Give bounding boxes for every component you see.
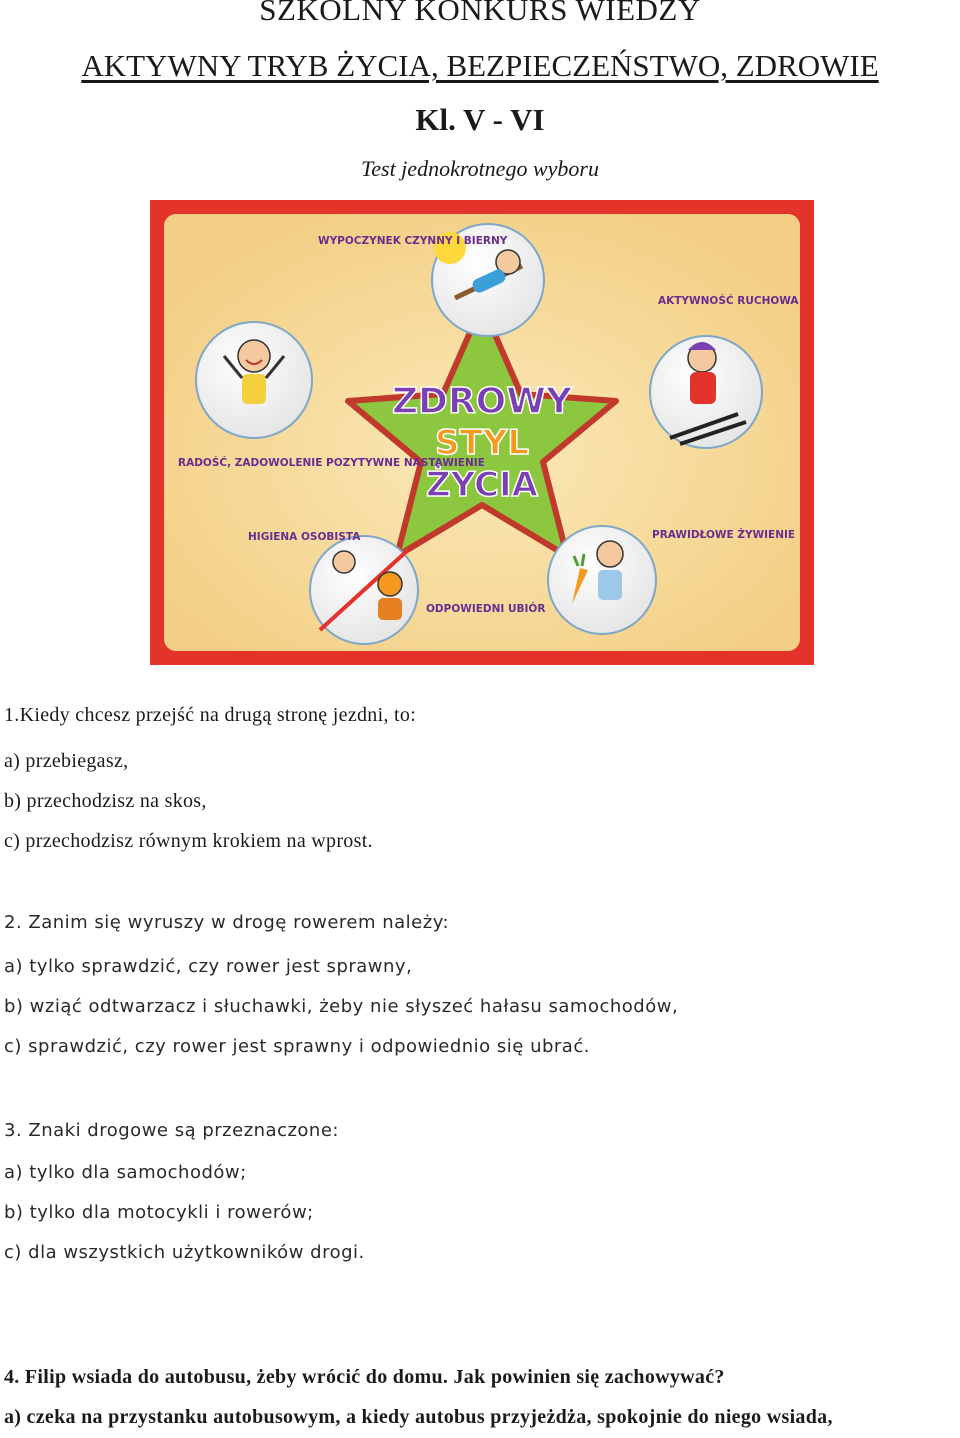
q3-option-b: b) tylko dla motocykli i rowerów; xyxy=(4,1202,314,1223)
label-hygiene: HIGIENA OSOBISTA xyxy=(248,531,361,543)
label-rest: WYPOCZYNEK CZYNNY I BIERNY xyxy=(318,235,508,247)
question-2: 2. Zanim się wyruszy w drogę rowerem należy: xyxy=(4,912,450,933)
label-nutrition: PRAWIDŁOWE ŻYWIENIE xyxy=(652,529,796,541)
q4-option-a: a) czeka na przystanku autobusowym, a kiedy autobus przyjeżdża, spokojnie do niego wsiada, xyxy=(4,1406,833,1428)
hygiene-clothing-circle xyxy=(310,536,418,644)
q1-option-a: a) przebiegasz, xyxy=(4,750,129,772)
label-joy: RADOŚĆ, ZADOWOLENIE POZYTYWNE NASTAWIENIE xyxy=(178,457,485,469)
q3-option-a: a) tylko dla samochodów; xyxy=(4,1162,247,1183)
contest-title: SZKOLNY KONKURS WIEDZY xyxy=(259,0,701,27)
question-4: 4. Filip wsiada do autobusu, żeby wrócić do domu. Jak powinien się zachowywać? xyxy=(4,1366,725,1388)
poster-title-3: ŻYCIA xyxy=(426,465,538,505)
activity-circle xyxy=(650,336,762,448)
q2-option-b: b) wziąć odtwarzacz i słuchawki, żeby nie słyszeć hałasu samochodów, xyxy=(4,996,679,1017)
test-type: Test jednokrotnego wyboru xyxy=(361,156,599,181)
q2-option-c: c) sprawdzić, czy rower jest sprawny i odpowiednio się ubrać. xyxy=(4,1036,590,1057)
poster-title-1: ZDROWY xyxy=(391,381,573,422)
q2-option-a: a) tylko sprawdzić, czy rower jest sprawny, xyxy=(4,956,413,977)
poster-title-2: STYL xyxy=(435,423,529,463)
question-3: 3. Znaki drogowe są przeznaczone: xyxy=(4,1120,339,1141)
question-1: 1.Kiedy chcesz przejść na drugą stronę jezdni, to: xyxy=(4,704,417,726)
q1-option-c: c) przechodzisz równym krokiem na wprost. xyxy=(4,830,373,852)
label-clothing: ODPOWIEDNI UBIÓR xyxy=(426,603,546,615)
contest-topic: AKTYWNY TRYB ŻYCIA, BEZPIECZEŃSTWO, ZDROWIE xyxy=(81,48,879,83)
healthy-lifestyle-poster xyxy=(150,200,814,665)
q3-option-c: c) dla wszystkich użytkowników drogi. xyxy=(4,1242,365,1263)
grade-level: Kl. V - VI xyxy=(415,102,545,137)
q1-option-b: b) przechodzisz na skos, xyxy=(4,790,207,812)
nutrition-circle xyxy=(548,526,656,634)
joy-circle xyxy=(196,322,312,438)
label-activity: AKTYWNOŚĆ RUCHOWA xyxy=(658,295,799,307)
